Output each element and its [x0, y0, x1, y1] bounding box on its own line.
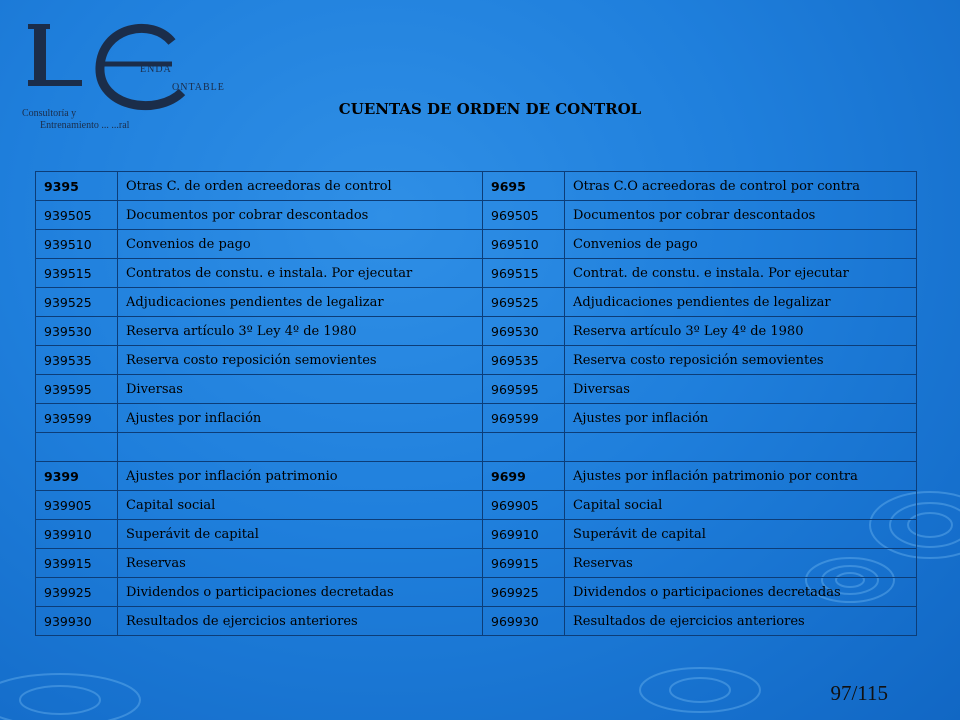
contra-account-description-cell: Resultados de ejercicios anteriores: [565, 607, 917, 636]
table-row: [36, 491, 917, 520]
account-code-cell: [36, 433, 118, 462]
table-row: [36, 404, 917, 433]
account-description-cell: [118, 433, 483, 462]
logo-text-line2: ONTABLE: [172, 82, 225, 93]
account-code-cell: 939515: [36, 259, 118, 288]
table-row: [36, 346, 917, 375]
contra-account-code-cell: 969599: [483, 404, 565, 433]
logo-text-line3: Consultoría y: [22, 108, 77, 119]
account-code-cell: 9399: [36, 462, 118, 491]
account-code-cell: 939530: [36, 317, 118, 346]
contra-account-code-cell: 969595: [483, 375, 565, 404]
table-row: [36, 433, 917, 462]
account-description-cell: Reserva costo reposición semovientes: [118, 346, 483, 375]
contra-account-code-cell: 9695: [483, 172, 565, 201]
contra-account-code-cell: 969915: [483, 549, 565, 578]
contra-account-description-cell: Diversas: [565, 375, 917, 404]
account-description-cell: Convenios de pago: [118, 230, 483, 259]
account-code-cell: 9395: [36, 172, 118, 201]
account-code-cell: 939505: [36, 201, 118, 230]
contra-account-code-cell: 969530: [483, 317, 565, 346]
contra-account-description-cell: Superávit de capital: [565, 520, 917, 549]
logo-text-line4: Entrenamiento ... ...ral: [40, 120, 130, 131]
account-description-cell: Diversas: [118, 375, 483, 404]
account-code-cell: 939525: [36, 288, 118, 317]
account-description-cell: Capital social: [118, 491, 483, 520]
contra-account-code-cell: 969535: [483, 346, 565, 375]
contra-account-description-cell: Documentos por cobrar descontados: [565, 201, 917, 230]
account-code-cell: 939910: [36, 520, 118, 549]
contra-account-description-cell: Otras C.O acreedoras de control por contra: [565, 172, 917, 201]
contra-account-code-cell: 969510: [483, 230, 565, 259]
account-code-cell: 939595: [36, 375, 118, 404]
account-description-cell: Dividendos o participaciones decretadas: [118, 578, 483, 607]
account-code-cell: 939915: [36, 549, 118, 578]
account-code-cell: 939510: [36, 230, 118, 259]
contra-account-description-cell: Contrat. de constu. e instala. Por ejecutar: [565, 259, 917, 288]
contra-account-description-cell: Adjudicaciones pendientes de legalizar: [565, 288, 917, 317]
table-row: [36, 288, 917, 317]
table-row: [36, 520, 917, 549]
accounts-table: [35, 171, 917, 636]
contra-account-code-cell: 969910: [483, 520, 565, 549]
contra-account-code-cell: 9699: [483, 462, 565, 491]
account-description-cell: Contratos de constu. e instala. Por ejecutar: [118, 259, 483, 288]
account-description-cell: Ajustes por inflación: [118, 404, 483, 433]
logo-text-line1: ENDA: [140, 64, 172, 75]
account-code-cell: 939930: [36, 607, 118, 636]
account-code-cell: 939905: [36, 491, 118, 520]
contra-account-description-cell: Reservas: [565, 549, 917, 578]
account-description-cell: Otras C. de orden acreedoras de control: [118, 172, 483, 201]
contra-account-description-cell: Dividendos o participaciones decretadas: [565, 578, 917, 607]
table-row: [36, 607, 917, 636]
contra-account-description-cell: Ajustes por inflación: [565, 404, 917, 433]
account-description-cell: Ajustes por inflación patrimonio: [118, 462, 483, 491]
contra-account-description-cell: Convenios de pago: [565, 230, 917, 259]
account-description-cell: Reservas: [118, 549, 483, 578]
table-row: [36, 201, 917, 230]
contra-account-code-cell: 969505: [483, 201, 565, 230]
contra-account-description-cell: Reserva artículo 3º Ley 4º de 1980: [565, 317, 917, 346]
table-row: [36, 462, 917, 491]
account-description-cell: Superávit de capital: [118, 520, 483, 549]
table-row: [36, 375, 917, 404]
contra-account-code-cell: 969515: [483, 259, 565, 288]
contra-account-description-cell: Reserva costo reposición semovientes: [565, 346, 917, 375]
accounts-table-body: [36, 172, 917, 636]
table-row: [36, 259, 917, 288]
logo-mark-icon: [22, 22, 222, 112]
page-title: CUENTAS DE ORDEN DE CONTROL: [338, 100, 642, 118]
account-code-cell: 939925: [36, 578, 118, 607]
contra-account-code-cell: 969925: [483, 578, 565, 607]
table-row: [36, 549, 917, 578]
contra-account-description-cell: [565, 433, 917, 462]
table-row: [36, 230, 917, 259]
account-code-cell: 939599: [36, 404, 118, 433]
contra-account-code-cell: 969930: [483, 607, 565, 636]
contra-account-code-cell: 969525: [483, 288, 565, 317]
contra-account-description-cell: Capital social: [565, 491, 917, 520]
contra-account-code-cell: [483, 433, 565, 462]
table-row: [36, 172, 917, 201]
contra-account-code-cell: 969905: [483, 491, 565, 520]
account-description-cell: Resultados de ejercicios anteriores: [118, 607, 483, 636]
table-row: [36, 317, 917, 346]
account-description-cell: Reserva artículo 3º Ley 4º de 1980: [118, 317, 483, 346]
contra-account-description-cell: Ajustes por inflación patrimonio por contra: [565, 462, 917, 491]
account-description-cell: Adjudicaciones pendientes de legalizar: [118, 288, 483, 317]
account-code-cell: 939535: [36, 346, 118, 375]
table-row: [36, 578, 917, 607]
page-indicator: 97/115: [830, 681, 888, 705]
account-description-cell: Documentos por cobrar descontados: [118, 201, 483, 230]
